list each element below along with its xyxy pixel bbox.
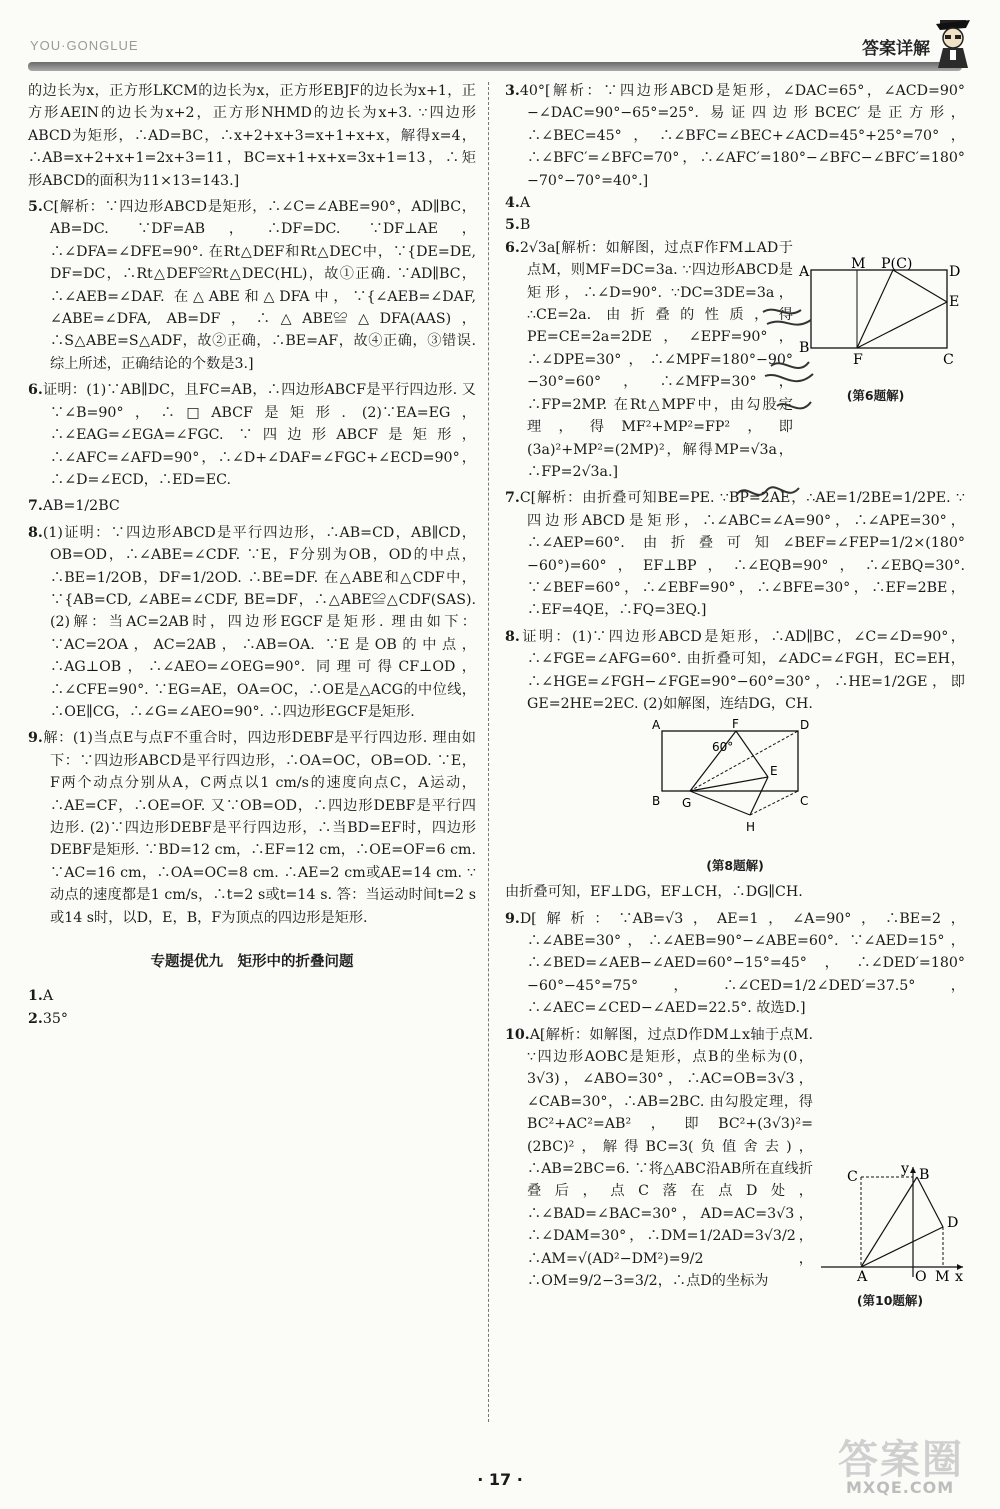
answer-number: 8. bbox=[28, 524, 43, 541]
answer-text: 的边长为x，正方形LKCM的边长为x，正方形EBJF的边长为x+1，正方形AEIN的边长为x+2，正方形NHMD的边长为x+3. ∵四边形ABCD为矩形，∴AD=BC，∴x+2+x+3=x+1+x+x，解得x=4，∴AB=x+2+x+1=2x+3=11，BC=x+1+x+x=3x+1=13，∴矩形ABCD的面积为11×13=143.] bbox=[28, 83, 476, 189]
answer-block bbox=[505, 80, 965, 192]
fig8-label: E bbox=[770, 764, 778, 779]
answer-block bbox=[28, 495, 476, 517]
answer-number: 4. bbox=[505, 195, 520, 212]
fig6-label: M bbox=[851, 256, 866, 272]
left-column bbox=[28, 80, 476, 1030]
answer-number: 9. bbox=[505, 910, 520, 927]
answer-block bbox=[28, 1008, 476, 1030]
answer-text: AB=1/2BC bbox=[42, 498, 120, 515]
answer-block bbox=[505, 881, 965, 903]
mascot-icon bbox=[930, 14, 976, 70]
fig10-label: M bbox=[935, 1269, 950, 1285]
answer-block bbox=[28, 196, 476, 375]
answer-text: A bbox=[519, 195, 531, 212]
fig8-label: G bbox=[682, 796, 692, 811]
header-bar bbox=[28, 62, 962, 71]
figure-8-diagram bbox=[650, 719, 820, 847]
answer-block bbox=[505, 192, 965, 214]
answer-text: A bbox=[42, 988, 54, 1005]
answer-block bbox=[505, 908, 965, 1020]
fig6-label: D bbox=[949, 264, 961, 280]
answer-text: 解：(1)当点E与点F不重合时，四边形DEBF是平行四边形. 理由如下：∵四边形ABCD是平行四边形，∴OA=OC，OB=OD. ∵E，F两个动点分别从A，C两点以1 cm/s的速度向点C，A运动，∴AE=CF，∴OE=OF. 又∵OB=OD，∴四边形DEBF是平行四边形. (2)∵四边形DEBF是平行四边形，∴当BD=EF时，四边形DEBF是矩形. ∵BD=12 cm，∴EF=12 cm，∴OE=OF=6 cm. ∵AC=16 cm，∴OA=OC=8 cm. ∴AE=2 cm或AE=14 cm. ∵动点的速度都是1 cm/s，∴t=2 s或t=14 s. 答：当运动时间t=2 s或14 s时，以D，E，B，F为顶点的四边形是矩形. bbox=[42, 730, 476, 926]
answer-number: 10. bbox=[505, 1026, 530, 1043]
answer-number: 3. bbox=[505, 83, 520, 99]
answer-text: 35° bbox=[42, 1010, 68, 1027]
fig6-label: C bbox=[943, 352, 954, 368]
answer-block bbox=[28, 522, 476, 724]
fig8-label: 60° bbox=[712, 740, 734, 755]
page-number: · 17 · bbox=[477, 1470, 523, 1489]
header-title: 答案详解 bbox=[862, 39, 930, 59]
fig8-label: B bbox=[652, 794, 661, 809]
answer-number: 7. bbox=[505, 490, 520, 507]
page-header bbox=[0, 0, 1000, 80]
fig8-label: C bbox=[800, 794, 809, 809]
answer-text: (1)证明：∵四边形ABCD是平行四边形，∴AB=CD，AB∥CD，OB=OD，∴∠ABE=∠CDF. ∵E，F分别为OB，OD的中点，∴BE=1/2OB，DF=1/2OD. ∴BE=DF. 在△ABE和△CDF中，∵{AB=CD, ∠ABE=∠CDF, BE=DF，∴△ABE≌△CDF(SAS). (2)解：当AC=2AB时，四边形EGCF是矩形. 理由如下：∵AC=2OA，AC=2AB，∴AB=OA. ∵E是OB的中点，∴AG⊥OB，∴∠AEO=∠OEG=90°. 同理可得CF⊥OD，∴∠CFE=90°. ∵EG=AE，OA=OC，∴OE是△ACG的中位线，∴OE∥CG，∴∠G=∠AEO=90°. ∴四边形EGCF是矩形. bbox=[42, 524, 476, 720]
answer-text: C[解析：∵四边形ABCD是矩形，∴∠C=∠ABE=90°，AD∥BC，AB=DC. ∵DF=AB，∴DF=DC. ∵DF⊥AE，∴∠DFA=∠DFE=90°. 在Rt△DEF和Rt△DEC中，∵{DE=DE, DF=DC，∴Rt△DEF≌Rt△DEC(HL)，故①正确. ∵AD∥BC，∴∠AEB=∠DAF. 在△ABE和△DFA中，∵{∠AEB=∠DAF, ∠ABE=∠DFA, AB=DF，∴△ABE≌△DFA(AAS)，∴S△ABE=S△ADF，故②正确，∴BE=AF，故④正确，③错误. 综上所述，正确结论的个数是3.] bbox=[42, 199, 476, 372]
fig6-label: B bbox=[799, 340, 810, 356]
answer-number: 7. bbox=[28, 498, 43, 515]
fig8-label: D bbox=[800, 718, 810, 733]
figure-6-caption: (第6题解) bbox=[846, 388, 905, 404]
fig10-label: B bbox=[919, 1167, 930, 1183]
fig10-label: x bbox=[955, 1269, 964, 1285]
fig8-label: F bbox=[732, 717, 739, 732]
section-title: 专题提优九 矩形中的折叠问题 bbox=[150, 954, 354, 971]
answer-block bbox=[505, 626, 965, 716]
answer-number: 6. bbox=[505, 239, 520, 256]
figure-10-caption: (第10题解) bbox=[856, 1293, 924, 1309]
fig8-label: A bbox=[652, 718, 661, 733]
figure-10-diagram bbox=[815, 1161, 965, 1285]
fig6-label: F bbox=[853, 352, 863, 368]
answer-text: C[解析：由折叠可知BE=PE. ∵BP=2AE，∴AE=1/2BE=1/2PE. ∵四边形ABCD是矩形，∴∠ABC=∠A=90°，∴∠APE=30°，∴∠AEP=60°. 由折叠可知∠BEF=∠FEP=1/2×(180°−60°)=60°，EF⊥BP，∴∠EQB=90°，∴∠EBQ=30°. ∵∠BEF=60°，∴∠EBF=90°，∴∠BFE=30°，∴EF=2BE，∴EF=4QE，∴FQ=3EQ.] bbox=[519, 490, 965, 619]
answer-number: 5. bbox=[505, 217, 520, 234]
watermark bbox=[838, 1428, 988, 1504]
answer-text: 证明：(1)∵四边形ABCD是矩形，∴AD∥BC，∠C=∠D=90°，∴∠FGE=∠AFG=60°. 由折叠可知，∠ADC=∠FGH，EC=EH，∴∠HGE=∠FGH−∠FGE=90°−60°=30°，∴HE=1/2GE，即GE=2HE=2EC. (2)如解图，连结DG，CH. bbox=[519, 628, 965, 712]
answer-number: 6. bbox=[28, 382, 43, 399]
answer-number: 5. bbox=[28, 199, 43, 216]
answer-block bbox=[28, 985, 476, 1007]
fig6-label: E bbox=[949, 294, 960, 310]
fig10-label: y bbox=[901, 1161, 910, 1177]
answer-text: A[解析：如解图，过点D作DM⊥x轴于点M. ∵四边形AOBC是矩形，点B的坐标为(0，3√3)，∠ABO=30°，∴AC=OB=3√3，∠CAB=30°，∴AB=2BC. 由勾股定理，得BC²+AC²=AB²，即BC²+(3√3)²=(2BC)²，解得BC=3(负值舍去)，∴AB=2BC=6. ∵将△ABC沿AB所在直线折叠后，点C落在点D处，∴∠BAD=∠BAC=30°，AD=AC=3√3，∴∠DAM=30°，∴DM=1/2AD=3√3/2，∴AM=√(AD²−DM²)=9/2，∴OM=9/2−3=3/2，∴点D的坐标为 bbox=[527, 1026, 813, 1290]
fig10-label: A bbox=[857, 1269, 868, 1285]
figure-10 bbox=[815, 1161, 965, 1313]
answer-block bbox=[28, 727, 476, 929]
answer-text: 证明：(1)∵AB∥DC，且FC=AB，∴四边形ABCF是平行四边形. 又∵∠B=90°，∴□ABCF是矩形. (2)∵EA=EG，∴∠EAG=∠EGA=∠FGC. ∵四边形ABCF是矩形，∴∠AFC=∠AFD=90°，∴∠D+∠DAF=∠FGC+∠ECD=90°，∴∠D=∠ECD，∴ED=EC. bbox=[42, 382, 476, 488]
fig6-label: P(C) bbox=[881, 256, 913, 272]
right-column bbox=[505, 80, 965, 1309]
watermark-logo: 答案圈 bbox=[838, 1437, 964, 1483]
answer-text: B bbox=[519, 217, 531, 234]
answer-number: 2. bbox=[28, 1010, 43, 1027]
handwritten-scribble-icon bbox=[733, 478, 803, 508]
figure-8-caption: (第8题解) bbox=[706, 857, 764, 873]
figure-8 bbox=[650, 719, 820, 877]
fig6-label: A bbox=[799, 264, 810, 280]
answer-text: 40°[解析：∵四边形ABCD是矩形，∠DAC=65°，∠ACD=90°−∠DAC=90°−65°=25°. 易证四边形BCEC′是正方形，∴∠BEC=45°，∴∠BFC=∠BEC+∠ACD=45°+25°=70°，∴∠BFC′=∠BFC=70°，∴∠AFC′=180°−∠BFC−∠BFC′=180°−70°−70°=40°.] bbox=[519, 83, 965, 189]
handwritten-scribble-icon bbox=[757, 302, 827, 422]
answer-number: 9. bbox=[28, 730, 43, 747]
answer-number: 8. bbox=[505, 628, 520, 645]
column-divider bbox=[488, 82, 489, 1422]
answer-text: D[解析：∵AB=√3，AE=1，∠A=90°，∴BE=2，∴∠ABE=30°，∴∠AEB=90°−∠ABE=60°. ∵∠AED=15°，∴∠BED=∠AEB−∠AED=60°−15°=45°，∴∠DED′=180°−60°−45°=75°，∴∠CED=1/2∠DED′=37.5°，∴∠AEC=∠CED−∠AED=22.5°. 故选D.] bbox=[519, 910, 965, 1017]
answer-block bbox=[505, 214, 965, 236]
brand-text: YOU·GONGLUE bbox=[30, 38, 139, 53]
fig10-label: O bbox=[915, 1269, 927, 1285]
answer-text: 由折叠可知，EF⊥DG，EF⊥CH，∴DG∥CH. bbox=[505, 884, 803, 901]
watermark-url: MXQE.COM bbox=[846, 1478, 955, 1497]
answer-block bbox=[28, 80, 476, 192]
answer-block bbox=[28, 379, 476, 491]
fig8-label: H bbox=[746, 820, 756, 835]
answer-number: 1. bbox=[28, 988, 43, 1005]
fig10-label: D bbox=[947, 1215, 959, 1231]
fig10-label: C bbox=[847, 1169, 858, 1185]
answer-text: 2√3a[解析：如解图，过点F作FM⊥AD于点M，则MF=DC=3a. ∵四边形ABCD是矩形，∴∠D=90°. ∵DC=3DE=3a，∴CE=2a. 由折叠的性质，得PE=CE=2a=2DE，∠EPF=90°，∴∠DPE=30°，∴∠MPF=180°−90°−30°=60°，∴∠MFP=30°，∴FP=2MP. 在Rt△MPF中，由勾股定理，得MF²+MP²=FP²，即(3a)²+MP²=(2MP)²，解得MP=√3a，∴FP=2√3a.] bbox=[519, 239, 793, 480]
